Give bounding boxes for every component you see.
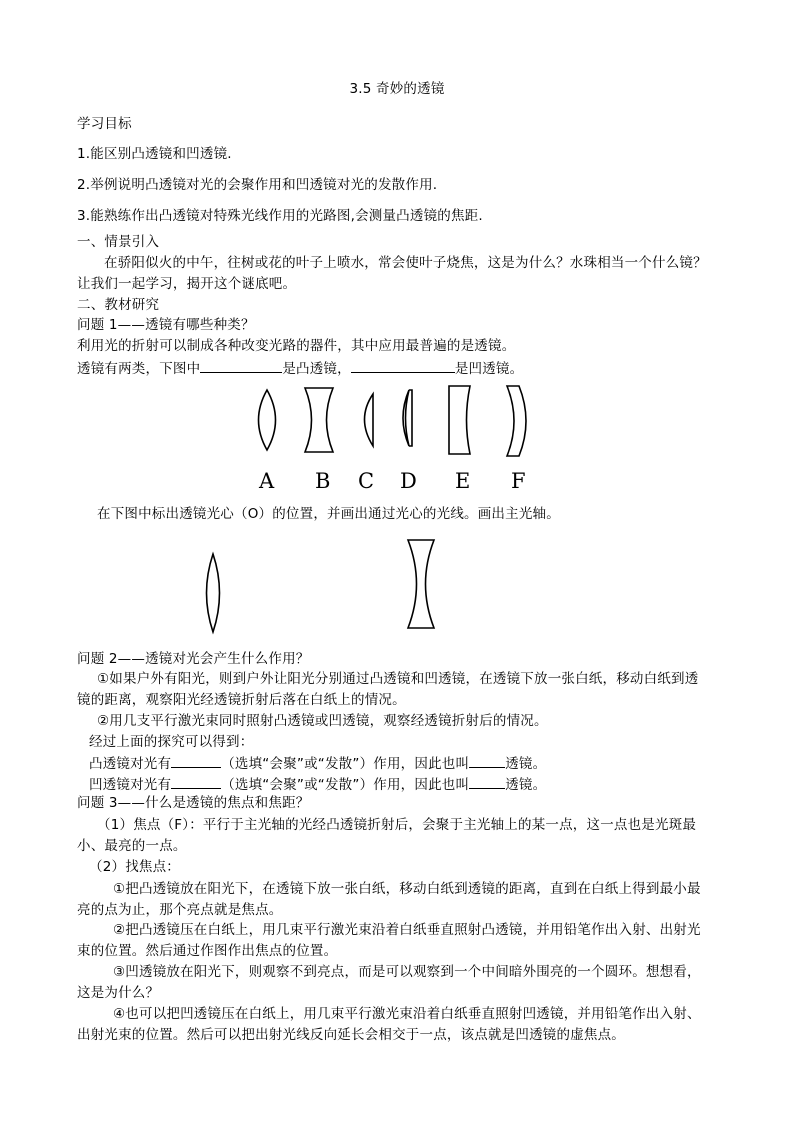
question2-paragraph: ②用几支平行激光束同时照射凸透镜或凹透镜，观察经透镜折射后的情况。 [97,713,548,729]
lens-label-d: D [400,469,417,493]
objective-item: 3.能熟练作出凸透镜对特殊光线作用的光路图,会测量凸透镜的焦距. [77,208,483,224]
fill-text: （选填“会聚”或“发散”）作用，因此也叫 [221,756,470,772]
intro-paragraph-line: 在骄阳似火的中午，往树或花的叶子上喷水，常会使叶子烧焦，这是为什么？水珠相当一个什么镜？ [104,255,707,271]
question1-title: 问题 1——透镜有哪些种类？ [77,317,255,333]
fill-text: 凸透镜对光有 [89,756,172,772]
step-line: 亮的点为止，那个亮点就是焦点。 [77,902,283,918]
lens-e-planoconcave [447,384,475,458]
lens-label-e: E [455,469,471,493]
convex-lens-drawing [200,553,226,633]
fill-text: （选填“会聚”或“发散”）作用，因此也叫 [221,777,470,793]
step-line: 出射光束的位置。然后可以把出射光线反向延长会相交于一点，该点就是凹透镜的虚焦点。 [77,1027,625,1043]
fill-text: 是凸透镜， [282,361,351,377]
answer-blank-convex-effect[interactable] [171,753,221,768]
question1-text: 利用光的折射可以制成各种改变光路的器件，其中应用最普遍的是透镜。 [77,338,516,354]
lens-label-b: B [315,469,331,493]
lens-b-biconcave [302,386,336,456]
find-focus-heading: （2）找焦点： [89,859,180,875]
answer-blank-concave-effect[interactable] [171,774,221,789]
concave-fill-line [89,774,546,795]
lens-label-f: F [511,469,526,493]
lens-d-convex-meniscus [396,388,418,450]
fill-text: 凹透镜对光有 [89,777,172,793]
step-line: ③凹透镜放在阳光下，则观察不到亮点，而是可以观察到一个中间暗外围亮的一个圆环。想想看， [113,964,701,980]
step-line: ①把凸透镜放在阳光下，在透镜下放一张白纸，移动白纸到透镜的距离，直到在白纸上得到最小最 [113,881,701,897]
step-line: 这是为什么？ [77,985,160,1001]
step-line: ④也可以把凹透镜压在白纸上，用几束平行激光束沿着白纸垂直照射凹透镜，并用铅笔作出入射、 [113,1006,701,1022]
lens-c-planoconvex [356,392,378,450]
focus-definition-line: 小、最亮的一点。 [77,838,187,854]
answer-blank-concave-name[interactable] [469,774,505,789]
lens-f-concave-meniscus [503,384,533,460]
lens-label-c: C [358,469,375,493]
focus-definition-line: （1）焦点（F）：平行于主光轴的光经凸透镜折射后，会聚于主光轴上的某一点，这一点也是光斑最 [97,817,697,833]
question1-fill-line [77,358,523,379]
question2-paragraph-line: 镜的距离，观察阳光经透镜折射后落在白纸上的情况。 [77,692,406,708]
answer-blank-convex[interactable] [200,358,282,373]
intro-paragraph-line: 让我们一起学习，揭开这个谜底吧。 [77,276,297,292]
question3-title: 问题 3——什么是透镜的焦点和焦距？ [77,795,310,811]
convex-fill-line [89,753,546,774]
objectives-heading: 学习目标 [77,116,132,132]
step-line: ②把凸透镜压在白纸上，用几束平行激光束沿着白纸垂直照射凸透镜，并用铅笔作出入射、出射光 [113,922,701,938]
step-line: 束的位置。然后通过作图作出焦点的位置。 [77,943,338,959]
page-title: 3.5 奇妙的透镜 [349,81,445,97]
fill-text: 透镜。 [505,756,547,772]
fill-text: 透镜有两类，下图中 [77,361,201,377]
answer-blank-convex-name[interactable] [469,753,505,768]
objective-item: 2.举例说明凸透镜对光的会聚作用和凹透镜对光的发散作用. [77,177,438,193]
question2-conclusion: 经过上面的探究可以得到： [89,734,254,750]
section1-heading: 一、情景引入 [77,234,160,250]
fill-text: 透镜。 [505,777,547,793]
concave-lens-drawing [405,538,437,630]
objective-item: 1.能区别凸透镜和凹透镜. [77,146,232,162]
lens-label-a: A [259,469,275,493]
section2-heading: 二、教材研究 [77,297,160,313]
answer-blank-concave[interactable] [351,358,455,373]
lens-a-biconvex [254,388,282,452]
optical-center-instruction: 在下图中标出透镜光心（O）的位置，并画出通过光心的光线。画出主光轴。 [97,506,560,522]
question2-title: 问题 2——透镜对光会产生什么作用？ [77,651,310,667]
fill-text: 是凹透镜。 [454,361,524,377]
question2-paragraph-line: ①如果户外有阳光，则到户外让阳光分别通过凸透镜和凹透镜，在透镜下放一张白纸，移动白纸到透 [97,671,699,687]
